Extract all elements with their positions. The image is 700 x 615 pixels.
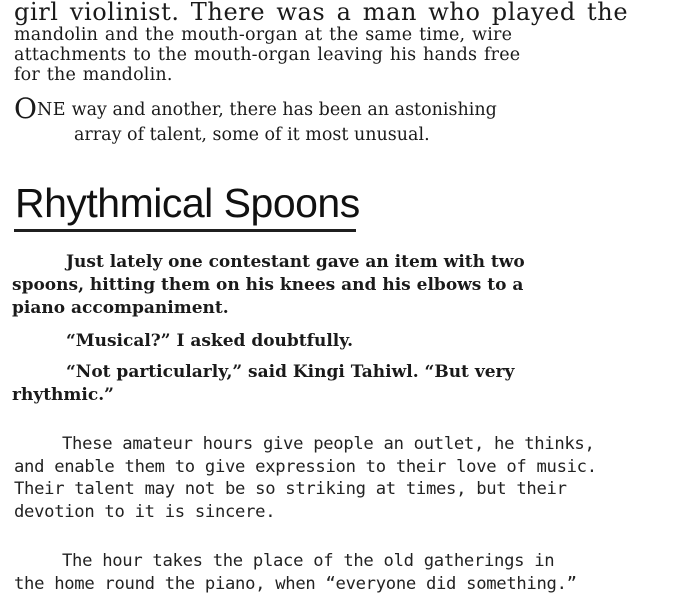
- drop-cap: O: [14, 92, 37, 125]
- text-line: [14, 92, 497, 125]
- text-line: These amateur hours give people an outlet, he thinks,: [62, 434, 595, 454]
- body-paragraph: [14, 433, 694, 523]
- text-line: Their talent may not be so striking at times, but their: [14, 479, 567, 499]
- text-line: rhythmic.”: [12, 385, 114, 405]
- bold-paragraph: [12, 251, 676, 320]
- text-line: The hour takes the place of the old gatherings in: [62, 551, 555, 571]
- text-line: “Musical?” I asked doubtfully.: [66, 331, 354, 351]
- opening-paragraph: [14, 0, 694, 85]
- text-line: devotion to it is sincere.: [14, 501, 276, 522]
- body-paragraph: [14, 550, 694, 595]
- text-line: Just lately one contestant gave an item with two: [66, 252, 525, 272]
- text-line: mandolin and the mouth-organ at the same time, wire: [14, 25, 513, 45]
- section-headline: Rhythmical Spoons: [15, 180, 360, 226]
- line-rest: way and another, there has been an astonishing: [66, 100, 497, 120]
- text-line: and enable them to give expression to their love of music.: [14, 456, 597, 477]
- talent-paragraph: [14, 92, 694, 148]
- text-line: the home round the piano, when “everyone did something.”: [14, 573, 577, 594]
- text-line: girl violinist. There was a man who played the: [14, 0, 629, 26]
- text-line: for the mandolin.: [14, 65, 173, 85]
- text-line: array of talent, some of it most unusual.: [74, 125, 430, 145]
- text-line: spoons, hitting them on his knees and his elbows to a: [12, 275, 524, 295]
- headline-underline: [14, 229, 356, 232]
- text-line: piano accompaniment.: [12, 298, 229, 318]
- small-caps-lead: NE: [36, 100, 67, 120]
- text-line: “Not particularly,” said Kingi Tahiwl. “But very: [66, 362, 515, 382]
- bold-paragraph: [66, 330, 676, 353]
- bold-paragraph: [12, 361, 676, 407]
- text-line: attachments to the mouth-organ leaving his hands free: [14, 45, 521, 65]
